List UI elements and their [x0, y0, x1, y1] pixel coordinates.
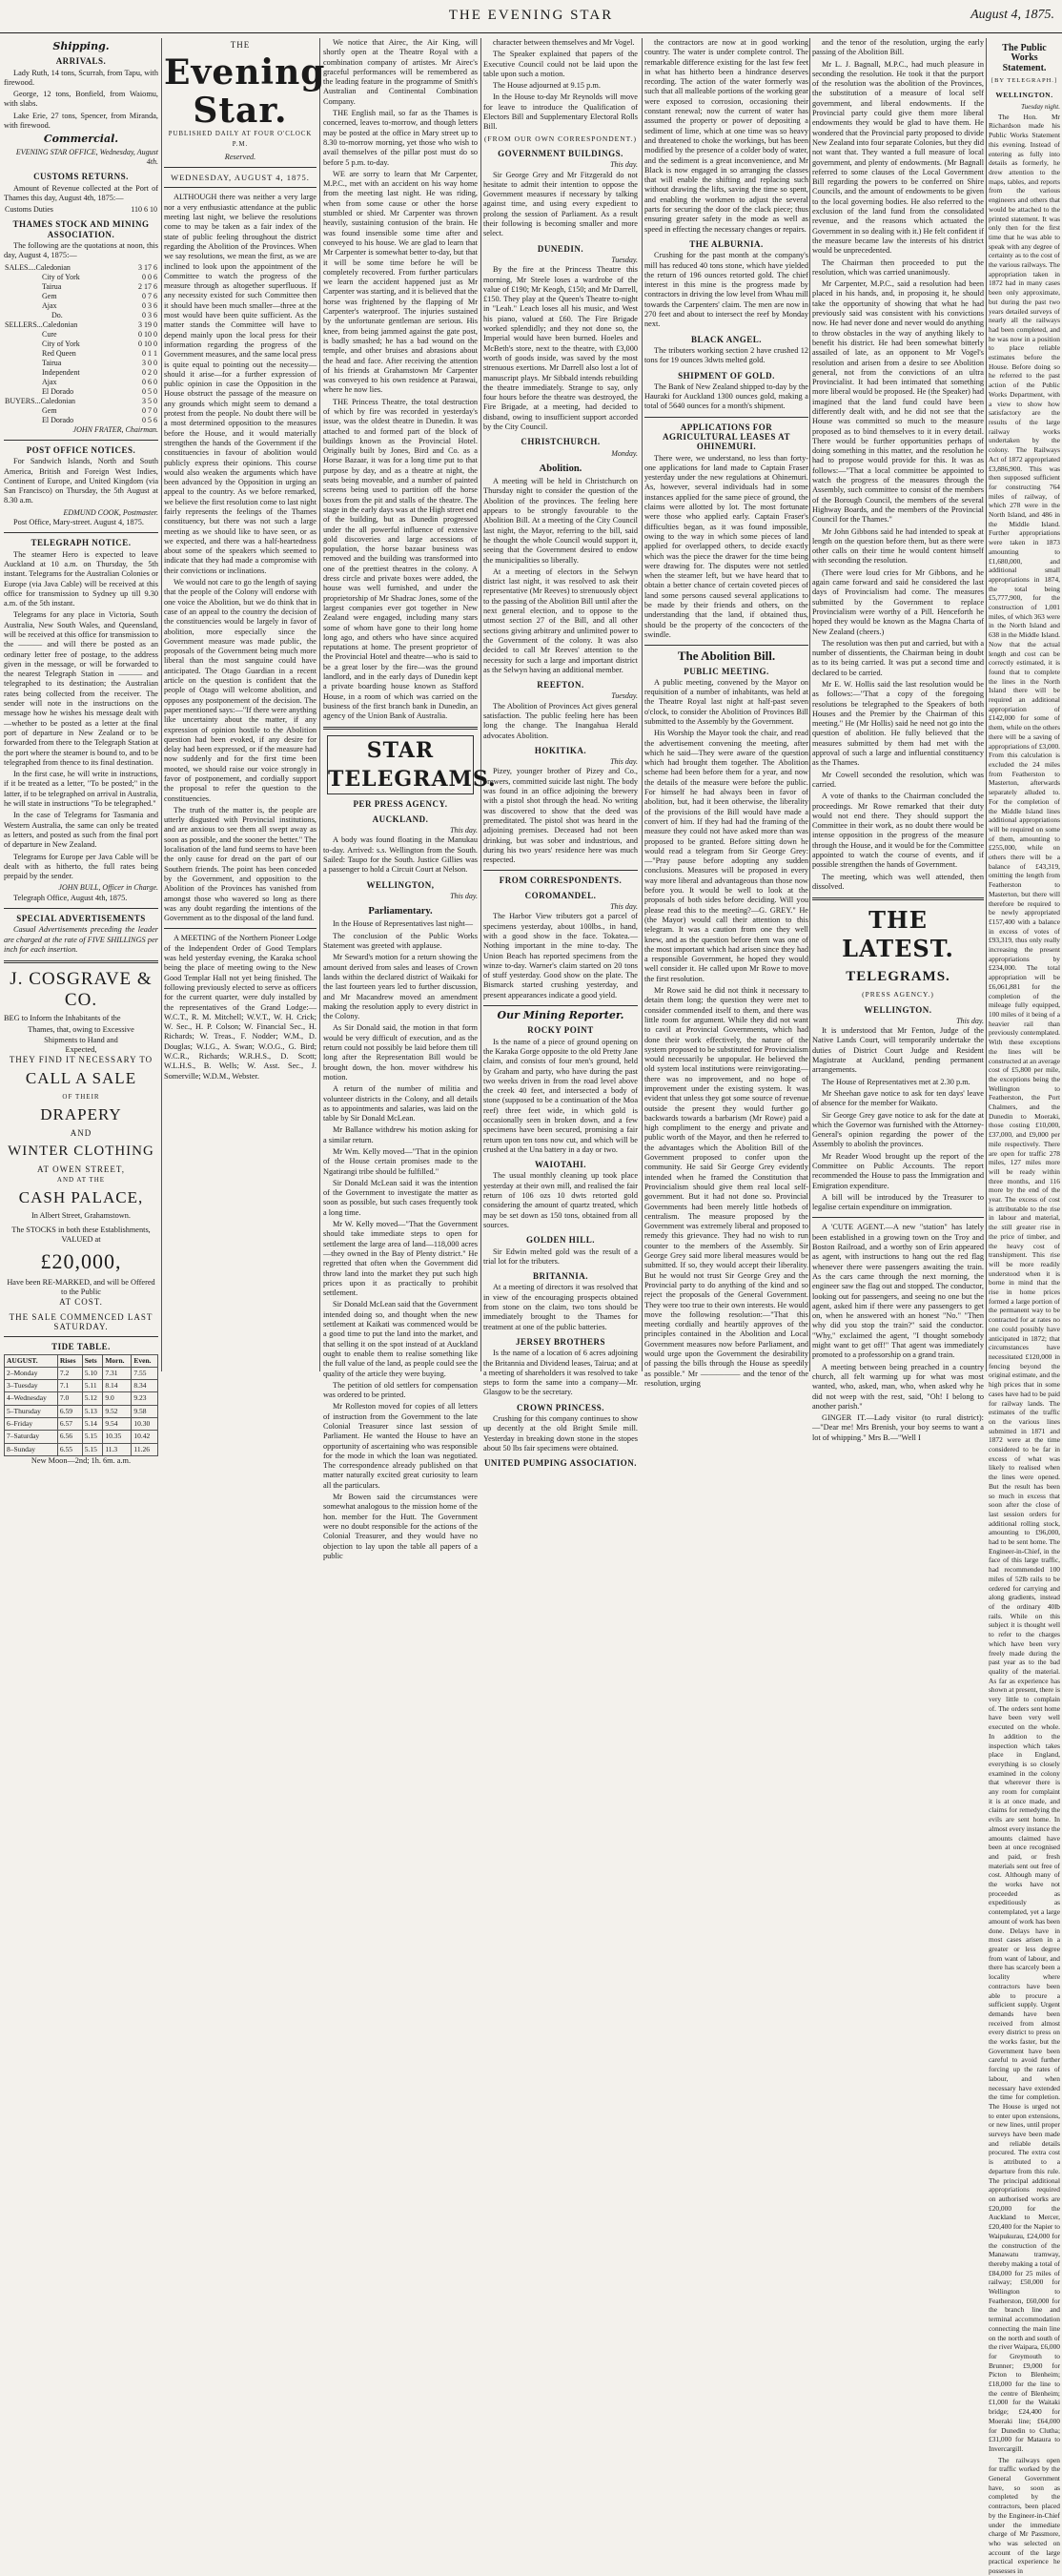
latest-paragraph: Mr Sheehan gave notice to ask for ten days' leave of absence for the member for Waikato.: [812, 1088, 984, 1108]
news-paragraph: A MEETING of the Northern Pioneer Lodge of the Independent Order of Good Templars was held yesterday evening, the Karaka school being the place of meeting owing to the New Good Templar Hall not yet being finished. The following previously elected to serve as officers for the current quarter, were duly installed by the representatives of the Grand Lodge:—W.C.T., R. M. Mitchell; W.V.T., W. H. Crick; W. Sec., H. P. Colson; W. Financial Sec., H. Richards; W. Treas., F. Nodder; W.M., D. Douglas; W.I.G., A. Swan; W.O.G., G. Bird; W.C.R., Richards; W.R.H.S., D. Scott; W.L.H.S., B. Wells; W. Asst. Sec., J. Somerville; W.D.M., Webster.: [164, 934, 317, 1081]
public-meeting-heading: PUBLIC MEETING.: [684, 666, 769, 676]
divider: [4, 908, 158, 909]
news-paragraph: The House adjourned at 9.15 p.m.: [493, 81, 601, 91]
divider: [812, 897, 984, 900]
tide-col-header: Morn.: [103, 1354, 132, 1367]
wellington-date: This day.: [450, 891, 478, 900]
column-rule: [319, 38, 320, 1371]
parl-paragraph: Mr Rolleston moved for copies of all letters of instruction from the Government to the late Colonial Treasurer since last session of Parliament. He wanted the House to have an opportunity of ascertaining who was responsible for the mode in which the loan was negotiated. The correspondence already published on that matter naturally excited great curiosity to learn all the particulars.: [323, 1402, 478, 1490]
parl-paragraph: The petition of old settlers for compensation was ordered to be printed.: [323, 1380, 478, 1400]
publication-note: PUBLISHED DAILY AT FOUR O'CLOCK P.M.: [168, 131, 313, 148]
news-paragraph: THE English mail, so far as the Thames is concerned, leaves to-morrow, and though letters may be posted at the office in Mary street up to 8.30 to-morrow morning, yet those who wish to avail themselves of the pillar post must do so before 5 p.m. to-day.: [323, 109, 478, 167]
telegraph-signature: JOHN BULL, Officer in Charge.: [58, 883, 158, 893]
ad-line: BEG to Inform the Inhabitants of the: [4, 1014, 121, 1023]
arrival-item: Lake Erie, 27 tons, Spencer, from Miranda, with firewood.: [4, 111, 158, 131]
column-rule: [161, 38, 162, 1371]
ad-line: AND AT THE: [56, 1175, 106, 1184]
tide-table: [4, 1354, 158, 1456]
stock-signature: JOHN FRATER, Chairman.: [72, 424, 158, 434]
news-paragraph: character between themselves and Mr Vogel.: [493, 38, 635, 47]
stock-row: El Dorado 0 5 0: [42, 386, 157, 396]
column-rule: [480, 38, 481, 1371]
parliamentary-heading: Parliamentary.: [368, 906, 433, 917]
ad-line: THE SALE COMMENCED LAST SATURDAY.: [9, 1311, 153, 1331]
ad-line: AT COST.: [59, 1297, 103, 1308]
latest-banner: THE LATEST.: [842, 906, 954, 963]
news-paragraph: the contractors are now at in good working country. The water is under complete control. The remarkable difference existing for the last few feet in what has hitherto been a hindrance deserves recording. The action of the water formerly was such that all malleable portions of the working gear were exposed to corrosion, occasioning their constant renewal; now the current of water has assumed the property or power of depositing a sediment of lime, which at one time was so heavy and threatened to choke the workings, but has been modified by the presence of a colder body of water, and the sediment is a great inconvenience, and Mr Black is now engaged in so arranging the classes that will enable the shifting and replacing such without drawing the lifts, saving the time so spent, and enabling the workmen to adjust the several parts for securing the door of the clack piece; thus ensuring greater safety in the mode as well as speed in effecting the necessary changes or repairs.: [644, 38, 808, 234]
ad-line: Shipments to Hand and: [44, 1035, 118, 1044]
ad-line: CASH PALACE,: [18, 1187, 144, 1206]
waiotahi-text: The usual monthly cleaning up took place yesterday at their own mill, and realised the fair return of 106 ozs 10 dwts retorted gold considering the amount of quartz treated, which may be set down as 150 tons, obtained from all sources.: [483, 1171, 638, 1229]
tide-row: 7–Saturday 6.56 5.15 10.35 10.42: [5, 1431, 158, 1443]
divider: [644, 645, 808, 646]
reefton-date: Tuesday.: [611, 691, 638, 701]
wellington-heading: WELLINGTON.: [864, 1004, 932, 1015]
govt-heading: GOVERNMENT BUILDINGS.: [498, 148, 623, 158]
tide-row: 8–Sunday 6.55 5.15 11.3 11.26: [5, 1443, 158, 1455]
stock-row: Red Queen 0 1 1: [42, 348, 157, 358]
alburnia-heading: THE ALBURNIA.: [689, 238, 764, 249]
telegrams-heading: TELEGRAMS.: [846, 969, 950, 985]
abolition-bill-heading: The Abolition Bill.: [677, 649, 776, 664]
paper-name: THE EVENING STAR: [448, 8, 614, 23]
post-text: For Sandwich Islands, North and South America, British and Foreign West Indies, Continent of Europe, and United Kingdom (via San Francisco) on Thursday, the 5th August at 8.30 a.m.: [4, 457, 158, 505]
jersey-heading: JERSEY BROTHERS: [516, 1336, 605, 1347]
dunedin-text: By the fire at the Princess Theatre this morning, Mr Steele loses a wardrobe of the value of £190; Mr Keogh, £150; and Mr Darrell, £150. They play at the Queen's Theatre to-night in "Leah." Leach loses all his music, and West his piano, valued at £60. The Fire Brigade worked splendidly; and they not done so, the Imperial would have been burned. Hoeles and McBeth's store, next to the theatre, with £3,000 worth of goods inside, was saved by the most strenuous exertions. Mr Darrell also lost a lot of manuscript plays. Mr Sibbald intends rebuilding the theatre immediately. Strange to say, only four hours before the theatre was destroyed, the Fire Brigade, at a meeting, had decided to disband, owing to insufficient support accorded by the City Council.: [483, 265, 638, 431]
stock-row: Do. 0 3 6: [51, 310, 157, 319]
parl-paragraph: Sir Donald McLean said it was the intention of the Government to investigate the matter as soon as possible, but such cases frequently took a long time.: [323, 1178, 478, 1217]
parl-paragraph: Mr W. Kelly moved—"That the Government should take immediate steps to open for settlement the large area of land—118,000 acres—they owned in the Bay of Plenty district." He regretted that often when the Government did throw land into the market they put such high prices upon it as practically to prohibit settlement.: [323, 1220, 478, 1298]
press-agency-label: (PRESS AGENCY.): [862, 990, 934, 999]
divider: [164, 928, 317, 929]
divider: [323, 727, 478, 730]
black-angel-text: The tributers working section 2 have crushed 12 tons for 19 ounces 3dwts melted gold.: [644, 345, 808, 365]
telegraph-text: In the case of Telegrams for Tasmania and Western Australia, the same can only be treated as letters, and posted as such from the final port of departure in New Zealand.: [4, 811, 158, 850]
leader-paragraph: The truth of the matter is, the people are utterly disgusted with Provincial institutions, and are anxious to see them all swept away as soon as possible, and the sooner the better." The localisation of the land fund seems to have been the only cause for dread on the part of our Southern friends. The point has been conceded by the Government, and opposition to the Abolition of the Provinces has vanished from amongst those who wavered so long as there was any doubt regarding the intentions of the Government as to the disposal of the land fund.: [164, 805, 317, 923]
parl-paragraph: Sir Donald McLean said that the Government intended doing so, and thought when the new settlement at Kaikati was commenced would be a good time to put the land into the market, and that selling it on the spot instead of at Auckland ought to enable them to realise something like the full value of the land, as people could see the quality of the article they were buying.: [323, 1300, 478, 1378]
news-paragraph: The Speaker explained that papers of the Executive Council could not be laid upon the table upon such a motion.: [483, 50, 638, 78]
reserved-label: Reserved.: [224, 152, 256, 161]
divider: [483, 1005, 638, 1006]
statement-paragraph: The Hon. Mr Richardson made his Public Works Statement this evening. Instead of entering as fully into details as formerly, he drew attention to the maps, tables, and reports from the various engineers and others that would be attached to the printed statement. It was only then for the first time that he was able to speak with any degree of certainty as to the cost of the various railways. The appropriation taken in 1872 had in many cases been only approximate, but during the past two years detailed surveys of nearly all the railways had been completed, and he was now in a position to place reliable estimates before the House. Before doing so he referred to the past action of the Public Works Department, with a view to show how satisfactory are the results of the large railway works undertaken by the colony. The Railways Act of 1872 appropriated £3,886,900. This was then supposed sufficient for constructing 764 miles of railway, of which 278 were in the North Island, and 486 in the Middle Island. Further appropriations were taken in 1873 amounting to £1,680,000, and additional small appropriations in 1874, the total being £5,777,900, for the construction of 1,001 miles, of which 363 were in the North Island and 638 in the Middle Island. Now that the actual length and cost can be correctly estimated, it is found that to complete the lines in the North Island there will be required an additional appropriation of £142,000 for some of them, while on the others there will be a saving of appropriations of £3,000. From this calculation is excluded the 24 miles from Featherston to Masterton, afterwards separately alluded to. For the completion of the Middle Island lines additional appropriations will be required on some of them, amounting to £255,000, while on others there will be a balance of £43,319, omitting the length from Featherston to Masterton, but there will therefore be required to be newly appropriated £157,400 with a balance in excess of votes of £93,319, thus only really increasing the present appropriations by £234,000. The total appropriation will be £6,061,881 for the completion of the mileage fully equipped, 100 miles of it being of a heavier rail than previously contemplated. With these exceptions the lines will be constructed at an average cost of £5,800 per mile, the exceptions being the Wellington to Featherston, the Port Chalmers, and the Dunedin to Moeraki, those costing £10,000, £37,000, and £9,000 per mile respectively. There are open for traffic 278 miles, 127 miles more will be ready within three months, and 116 more by the end of the year. The excess of cost is attributable to the rise in labour and material, the still greater rise in the price of timber, and the heavy cost of transhipment. This rise will be more readily understood when it is borne in mind that the rise in home prices formed a large portion of the permanent way to be contracted for at rates no one could possibly have anticipated in 1872; that circumstances have necessitated £120,000 in fencing beyond the original estimate, and the high prices that in some cases have had to be paid for railway lands. The estimates of the traffic on the various lines submitted in 1871 and 1872 were at the time considered to be far in excess of what was likely to realised when the lines were opened. But the result has been so much in excess that soon after the close of last session orders for additional rolling stock, amounting to £96,000, had to be sent home. The Engineer-in-Chief, in the face of this large traffic, had recommended 100 miles of 52lb rails to be ordered for carrying and along gradients, instead of the ordinary 40lb rails. While on this subject it is thought well to refer to the charges which have been very freely made during the past year as to the bad quality of the material. As far as experience has shown at present, there is very little to complain of. The orders sent home have been very well executed on the whole. In addition to the inspection which takes place in England, everything is so closely examined in the colony that wherever there is any room for complaint it is at once made, and claims for remedying the evils are sent home. In almost every instance the amounts claimed have been at once recognised and paid, or fresh materials sent out free of cost. Although many of the works have not proceeded as expeditiously as contemplated, yet a large amount of work has been done. Delays have in most cases arisen in a greater or less degree from want of labour, and there has scarcely been a locality where contractors have been able to procure a sufficient supply. Urgent demands have been received from almost every district to press on the works faster, but the Government have been careful to avoid further forcing up the rates of labour, and when necessary have extended the time for completion. The House is urged not to enter upon extensions, or new lines, until proper surveys have been made and reliable details procured. The extra cost is attributed to a departure from this rule. The principal additional appropriations required on authorised works are £20,000 for the Auckland to Mercer, £20,400 for the Napier to Waipukurau, £24,000 for the construction of the Manawatu tramway, thereby making a total of £84,000 for 25 miles of railway; £50,000 for Wellington to Featherston, £60,000 for the branch line and terminal accommodation connecting the main line on the north and south of the river Waipara, £6,000 for Greymouth to Brunner; £9,000 for Picton to Blenheim; £18,000 for the line to the centre of Blenheim; £1,000 for the Waitaki bridge; £24,400 for Moeraki line; £64,000 for Dunedin to Clutha; £31,000 for Mataura to Invercargill.: [989, 112, 1060, 2453]
ad-line: THEY FIND IT NECESSARY TO: [9, 1055, 153, 1065]
anecdote-paragraph: GINGER IT.—Lady visitor (to rural district):—"Dear me! Mrs Brenish, your boy seems to want a lot of whipping." Mrs B.—"Well I: [812, 1413, 984, 1442]
news-paragraph: WE are sorry to learn that Mr Carpenter, M.P.C., met with an accident on his way home from the meeting last night. He was riding, when from some cause or other the horse stumbled or shied. Mr Carpenter was thrown heavily, sustaining contusion of the brain. He was found insensible some time after and conveyed to his house. We are glad to learn that Mr Carpenter is somewhat better to-day, but that it will be some time before he will be completely recovered. From further particulars we learn the accident happened just as Mr Carpenter was starting, and it is believed that the horse was frightened by the flapping of Mr Carpenter's waterproof. The injuries sustained by the unfortunate gentleman are serious. His knee, from being jammed against the gate post, is badly smashed; he has a bad wound on the temple, and other bruises and abrasions about the head and face. After receiving the attention of his friends at Grahamstown Mr Carpenter was conveyed to his own residence at Parawai, where he now lies.: [323, 169, 478, 395]
meeting-paragraph: Mr John Gibbons said he had intended to speak at length on the question before them, but as there were other calls on their time he would content himself with seconding the resolution.: [812, 526, 984, 566]
parl-paragraph: Mr Bowen said the circumstances were somewhat analogous to the mission home of the hon. member for the Hutt. The Government were no doubt responsible for the actions of the Colonial Treasurer, and they would have no objection to lay upon the table all papers of a public: [323, 1493, 478, 1560]
news-paragraph: We notice that Airec, the Air King, will shortly open at the Theatre Royal with a combination company of artistes. Mr Airec's graceful performances will be remembered as the leading feature in the programme of Smith's Australian and Continental Combination Company.: [323, 38, 478, 106]
masthead: [0, 0, 1062, 33]
nameplate-the: THE: [230, 40, 251, 50]
tide-row: 4–Wednesday 7.0 5.12 9.0 9.23: [5, 1392, 158, 1405]
advertiser-name: J. COSGRAVE & CO.: [10, 969, 153, 1011]
dunedin-heading: DUNEDIN.: [537, 243, 584, 254]
column-5: [644, 38, 808, 1388]
tide-col-header: AUGUST.: [5, 1354, 58, 1367]
christchurch-heading: CHRISTCHURCH.: [521, 437, 601, 447]
meeting-paragraph: A vote of thanks to the Chairman concluded the proceedings. Mr Rowe remarked that their duty would not end there. They should support the Committee in their work, as no doubt there would be intense opposition in the progress of the measure through the House, and it would be for the Committee appointed to watch the course of events, and if possible strengthen the hands of Government.: [812, 792, 984, 870]
shipping-heading: Shipping.: [52, 40, 110, 52]
commercial-heading: Commercial.: [43, 133, 119, 146]
dunedin-date: Tuesday.: [611, 255, 638, 264]
customs-text: Amount of Revenue collected at the Port of Thames this day, August 4th, 1875:—: [4, 183, 158, 202]
latest-paragraph: The House of Representatives met at 2.30 p.m.: [822, 1077, 970, 1086]
stock-row: Ajax 0 3 6: [42, 300, 157, 310]
mining-reporter-heading: Our Mining Reporter.: [497, 1009, 624, 1022]
parl-paragraph: In the House of Representatives last night—: [333, 919, 474, 929]
abolition-heading: Abolition.: [539, 463, 582, 474]
ad-line: Thames, that, owing to Excessive: [28, 1025, 134, 1035]
telegraph-heading: TELEGRAPH NOTICE.: [31, 538, 132, 548]
column-3: [323, 38, 497, 1560]
news-paragraph: In the House to-day Mr Reynolds will move for leave to introduce the Qualification of Electors Bill and Supplementary Electoral Rolls Bill.: [483, 93, 638, 132]
black-angel-heading: BLACK ANGEL.: [690, 334, 762, 344]
stock-text: The following are the quotations at noon, this day, August 4, 1875:—: [4, 241, 158, 260]
column-4: [483, 38, 638, 1469]
meeting-paragraph: His Worship the Mayor took the chair, and read the advertisement convening the meeting, after which he said—They were aware of the question which had brought them together. The Abolition scheme had been before them for a year, and now the details of the measure were before the public. For himself he had always been in favor of abolition, but, had it been otherwise, the liberality of the provisions of the Bill would have made a convert of him. If they had had the framing of the measure they could not have asked more than was proposed to be granted. Before sitting down he would read a telegram from Sir George Grey:—"Pray pause before adopting any sudden conclusions. Measures will be proposed in every way more liberal and advantageous than those now before you. It would be well to look at the proposals of both sides before deciding. Will you please read this to the meeting?—G. GREY." He (the Mayor) would call their attention to this telegram. It was a caution from one they well knew, and as the question before them was one of the most important which had arisen since they had a responsible Government, he hoped they would well consider it. He called upon Mr Rowe to move the first resolution.: [644, 729, 808, 983]
wellington-heading: WELLINGTON.: [995, 91, 1053, 100]
divider: [4, 1336, 158, 1337]
stock-row: Tairua 3 0 0: [42, 358, 157, 367]
parl-paragraph: Mr Seward's motion for a return showing the amount derived from sales and leases of Crown lands within the declared district of Waikaki for the last fourteen years led to further discussion, and Mr Macandrew moved an amendment making the resolution apply to every district in the Colony.: [323, 953, 478, 1021]
customs-table: [4, 205, 158, 215]
alburnia-text: Crushing for the past month at the company's mill has reduced 40 tons stone, which have yielded the return of 196 ounces retorted gold. The chief interest in this mine is the progress made by contractors in driving the low level from Whau mill towards the Carpenters' claim. The men are now in 270 feet and about to intersect the reef by Monday next.: [644, 251, 808, 329]
crown-text: Crushing for this company continues to show up decently at the old Bright Smile mill. Yesterday in breaking down stone in the stopes about 50 lbs fair specimens were obtained.: [483, 1414, 638, 1453]
stock-row: SELLERS...Caledonian 3 19 0: [5, 319, 157, 329]
divider: [4, 440, 158, 441]
leader-dateline: WEDNESDAY, AUGUST 4, 1875.: [171, 173, 310, 183]
parl-paragraph: A return of the number of militia and volunteer districts in the Colony, and all details as to appointments and salaries, was laid on the table by Sir Donald McLean.: [323, 1084, 478, 1123]
public-works-title: The Public Works Statement.: [1002, 43, 1047, 73]
reefton-text: The Abolition of Provinces Act gives general satisfaction. The public feeling here has been long the change. The Inangahua Herald advocates Abolition.: [483, 701, 638, 740]
divider: [164, 167, 317, 168]
golden-hill-heading: GOLDEN HILL.: [525, 1235, 595, 1246]
news-paragraph: THE Princess Theatre, the total destruction of which by fire was recorded in yesterday's issue, was the oldest theatre in Dunedin. It was attached to and formed part of the block of buildings known as the Provincial Hotel. Originally built by Jones, Bird and Co. as a Horse Bazaar, it was for a long time put to that purpose by day, and as a theatre at night, the seats being moveable, and a number of painted screens being used to partition off the horse boxes from the pit and stalls of the theatre. The stage in the early days was at the High street end of the building, but as Dunedin progressed under the all powerful influence of extensive gold discoveries and large accessions of population, the horse bazaar business was removed and the building was transformed into one of the prettiest theatres in the colony. A dress circle and private boxes were added, the house was well furnished, and under the proprietorship of Mr Shadrac Jones, some of the largest companies ever got together in New Zealand were engaged, including many stars some of whom have gone to their long home long ago, and others who have since acquired reputations at home. The present proprietor of the Provincial Hotel and theatre—who is said to be a great loser by the fire—was the ground landlord, and in the early days of Dunedin kept a private boarding house known as Stafford House, in a room of which was carried on the business of the first branch bank in Dunedin, an agency of the Union Bank of Australia.: [323, 397, 478, 721]
wellington-date: This day.: [956, 1016, 984, 1025]
crown-heading: CROWN PRINCESS.: [516, 1402, 604, 1412]
column-6: [812, 38, 984, 1442]
arrival-item: Lady Ruth, 14 tons, Scurrah, from Tapu, with firewood.: [4, 68, 158, 87]
customs-label: Customs Duties: [5, 205, 53, 215]
ad-line: AND: [70, 1127, 92, 1138]
stock-row: El Dorado 0 5 6: [42, 415, 157, 424]
divider: [483, 870, 638, 871]
wellington-date: Tuesday night.: [1021, 103, 1060, 112]
meeting-paragraph: A public meeting, convened by the Mayor on requisition of a number of inhabitants, was held at the Theatre Royal last night at half-past seven o'clock, to consider the Abolition of Provinces Bill submitted to the Assembly by the Government.: [644, 677, 808, 726]
meeting-paragraph: Mr Rowe said he did not think it necessary to detain them long; the question they were met to consider commended itself to them, and there was little room for argument. While they did not want to cavil at Provincial Governments, which had done their work effectively, the nature of the system proposed to be substituted for Provincialism would necessarily be unpopular. He believed the old system local institutions were reinvigorating—there was no improvement, and no hope of improvement under the existing system. It was evident that unless they got some source of revenue outside the present they would further go backwards towards a barbarism (Mr Rowe) paid a high compliment to the energy and private and public worth of the Mayor, and then he referred to the advantages which the Abolition Bill of the Government proposed to confer upon the community. He said Sir George Grey evidently intended when he framed the Constitution that Provincialism should give them real local self-government. But it had not done so. Provincial Governments had been merely little hotbeds of centralism. The measure proposed by the Government was extremely liberal and proposed to remedy this grievance. They had no wish to run counter to the members of the Assembly. Sir George Grey said more liberal measures would be submitted. If so, they would accept their liberality. But he would not trust Sir George Grey and the Provincial party to do anything of the kind and so reject the proposals of the General Government. They were too true to their own interests. He would move the following resolution:—"That this meeting cordially and heartily approves of the principles contained in the Abolition and Local Government measures now before Parliament, and would urge upon the Government the desirability of passing the bills through the House as speedily as possible." Mr ————— and the tenor of the resolution, urging: [644, 986, 808, 1388]
ad-line: £20,000,: [40, 1248, 122, 1273]
ad-line: OF THEIR: [62, 1092, 100, 1101]
hokitika-date: This day.: [610, 757, 638, 767]
reefton-heading: REEFTON.: [537, 680, 584, 690]
stock-row: Gem 0 7 6: [42, 291, 157, 300]
meeting-paragraph: Mr E. W. Hollis said the last resolution would be as follows:—"That a copy of the foregoing resolutions be telegraphed to the Speakers of both Houses and the Premier by the Chairman of this meeting." He (Mr Hollis) said he need not go into the question of abolition. He fully believed that the measures submitted by them had met with the approval of such a large and influential constituency as the Thames.: [812, 680, 984, 768]
coromandel-date: This day.: [610, 902, 638, 912]
nameplate: Evening Star.: [164, 52, 326, 132]
ad-line: Expected,: [65, 1045, 97, 1055]
united-heading: UNITED PUMPING ASSOCIATION.: [483, 1458, 638, 1469]
divider: [812, 1217, 984, 1218]
stock-row: BUYERS...Caledonian 3 5 0: [5, 396, 157, 405]
meeting-paragraph: (There were loud cries for Mr Gibbons, and he again came forward and said he considered the last days of Provincialism had come. The measures submitted by the Government to replace Provincialism were worthy of a Pill. Henceforth he hoped they would be known as the Magna Charta of New Zealand (cheers.): [812, 567, 984, 636]
applications-text: There were, we understand, no less than forty-one applications for land made to Captain Fraser yesterday under the new regulations at Ohinemuri. As, however, several individuals had in some instances applied for the same piece of ground, the claims were allotted by lot. The most fortunate were those who applied early. Captain Fraser's difficulties began, as it was found impossible, owing to the way in which some pieces of land applied for overlapped others, to decide exactly which was the piece the drawer for the time being were drawing for. The disputes were not settled when the steamer left, but we have heard that to obtain a better chance of certain coveted pieces of land some persons caused several applications to be made by their friends and others, on the understanding that the land, if obtained thus, should be the property of the concocters of the swindle.: [644, 453, 808, 639]
telegraph-place: Telegraph Office, August 4th, 1875.: [13, 893, 128, 902]
ad-line: Have been RE-MARKED, and will be Offered to the Public: [7, 1277, 155, 1297]
telegraph-text: The steamer Hero is expected to leave Auckland at 10 a.m. on Thursday, the 5th instant. Telegrams for the Australian Colonies or Europe (via Java Cable) will be received at this office for transmission to Sydney up till 9.30 a.m. of the 5th instant.: [4, 549, 158, 608]
ad-line: CALL A SALE: [25, 1068, 137, 1087]
auckland-heading: AUCKLAND.: [372, 814, 429, 824]
correspondents-heading: FROM CORRESPONDENTS.: [499, 876, 623, 886]
govt-date: This day.: [610, 160, 638, 170]
britannia-heading: BRITANNIA.: [532, 1271, 589, 1282]
meeting-paragraph: Mr L. J. Bagnall, M.P.C., had much pleasure in seconding the resolution. He took it that the purport of the resolution was the abolition of the Provinces, the substitution of a measure of local self government, and liberal endowments. If the Provincial party could give them more liberal endowments they would be glad to have them. He wondered that the Provincial party proposed to divide New Zealand into four separate Colonies, but they did not want that. They wanted a full measure of local government, and plenty of endowments. (Mr Bagnall referred to some clauses of the Local Government Bill regarding the powers to be conferred on Shire Councils, and the amount of endowments to be given to the local governing bodies. He also referred to the exclusion of the land fund from the consolidated revenue, and the reasons which actuated the Government in so dealing with it.) He felt confident if the measure became law the interests of his district would be unprecedented.: [812, 59, 984, 256]
jersey-text: Is the name of a location of 6 acres adjoining the Britannia and Dividend leases, Tairua; and at a meeting of shareholders it was resolved to take steps to form the same into a company—Mr. Glasgow to be the secretary.: [483, 1349, 638, 1397]
telegraph-text: In the first case, he will write in instructions, if it be treated as a letter, "To be posted;" in the latter, if to be telegraphed on arrival in Australia, he will state in instructions "To be telegraphed.": [4, 770, 158, 809]
own-correspondent: (FROM OUR OWN CORRESPONDENT.): [483, 134, 638, 143]
rocky-point-heading: ROCKY POINT: [527, 1025, 594, 1036]
latest-paragraph: Mr Reader Wood brought up the report of the Committee on Public Accounts. The report recommended the House to pass the Immigration and Emigration expenditure.: [812, 1151, 984, 1190]
parl-paragraph: Mr Ballance withdrew his motion asking for a similar return.: [323, 1125, 478, 1144]
tide-footnote: New Moon—2nd; 1h. 6m. a.m.: [31, 1455, 132, 1465]
special-heading: SPECIAL ADVERTISEMENTS: [16, 914, 146, 923]
britannia-text: At a meeting of directors it was resolved that in view of the encouraging prospects obtained from stone on the claim, two tons should be immediately brought to the Thames for treatment at one of the public batteries.: [483, 1283, 638, 1331]
stock-row: Gem 0 7 0: [42, 405, 157, 415]
press-agency-label: PER PRESS AGENCY.: [353, 799, 448, 810]
latest-paragraph: A bill will be introduced by the Treasurer to legalise certain expenditure on immigration.: [812, 1192, 984, 1212]
abolition-paragraph: At a meeting of electors in the Selwyn district last night, it was resolved to ask their representative (Mr Reeves) to strenuously object to the passing of the Abolition Bill until after the next general election, and to oppose to the utmost section 27 of the Bill, and all other sections giving arbitrary and unlimited power to the Government of the colony. It was also decided to call Mr Reeves' attention to the necessity for such a large and important district as the Selwyn having an additional member.: [483, 567, 638, 674]
latest-paragraph: It is understood that Mr Fenton, Judge of the Native Lands Court, will temporarily undertake the duties of District Court Judge and Resident Magistrate at Auckland, pending permanent arrangements.: [812, 1026, 984, 1075]
meeting-paragraph: Mr Carpenter, M.P.C., said a resolution had been placed in his hands, and, in proposing it, he should take the opportunity of showing that what he had previously said was consistent with his convictions now. He had never done and never would do anything to throw obstacles in the way of anything likely to benefit his district. He had been somewhat bitterly assailed of late, as an opponent to Mr Vogel's resolution and arisen from a desire to see Abolition general, not from the convictions of an ultra Provincialist. It had been intimated that something more liberal would be proposed. He (the Speaker) had imagined that the land fund could have been differently dealt with, and he did not see that the House was committed so much to the measure proposed as to bind themselves to it in every detail. There would be further opportunities perhaps of doing something in this matter, and the resolution he had to propose would provide for this. It was as follows:—"That a local committee be appointed to watch the progress of the measures through the Assembly, such committee to consist of the members of the Borough Council, the members of the several Highway Boards, and the members of the Provincial Council for the Thames.": [812, 279, 984, 525]
anecdote-paragraph: A meeting between being preached in a country church, all felt warming up for what was most wanted, who, asked, man, who, when asked why he did not weep with the rest, said, "Oh! I belong to another parish.": [812, 1362, 984, 1411]
tide-row: 5–Thursday 6.59 5.13 9.52 9.58: [5, 1405, 158, 1417]
column-rule: [986, 38, 987, 1371]
anecdote-paragraph: A 'CUTE AGENT.—A new "station" has lately been established in a growing town on the Troy and Boston Railroad, and a worthy son of Erin appeared as agent, with instructions to hang out the red flag whenever there were passengers awaiting the train. As the cars came through the next morning, the engineer saw the flag out and stopped. The conductor, looking out for passengers, and seeing no one but the agent, asked him if there were any passengers to get on, when he answered with an honest "No." "Then why did you stop the train?" said the conductor. "Why," exclaimed the agent, "I thought somebody might want to get off!" That agent was immediately promoted to a professorship on a grand train.: [812, 1223, 984, 1360]
column-7: [989, 38, 1060, 2576]
tide-col-header: Even.: [132, 1354, 158, 1367]
column-rule: [642, 38, 643, 1371]
commercial-dateline: EVENING STAR OFFICE, Wednesday, August 4th.: [15, 147, 158, 166]
divider: [644, 417, 808, 418]
hokitika-text: Pizey, younger brother of Pizey and Co., brewers, committed suicide last night. The body was found in an office adjoining the brewery with a pistol shot through the head. No writing was discovered to show that the deed was premeditated. The pistol shot was heard in the adjoining premises. Deceased had not been drinking, but was sober and industrious, and during his two years' residence here was much respected.: [483, 767, 638, 865]
meeting-paragraph: The meeting, which was well attended, then dissolved.: [812, 872, 984, 891]
meeting-paragraph: Mr Cowell seconded the resolution, which was carried.: [812, 770, 984, 789]
customs-value: 110 6 10: [131, 205, 157, 215]
post-place: Post Office, Mary-street. August 4, 1875.: [13, 518, 144, 527]
applications-heading: APPLICATIONS FOR AGRICULTURAL LEASES AT OHINEMURI.: [662, 422, 791, 452]
stock-row: SALES....Caledonian 3 17 6: [5, 262, 157, 272]
ad-line: DRAPERY: [40, 1104, 122, 1123]
parl-paragraph: The conclusion of the Public Works Statement was greeted with applause.: [323, 931, 478, 951]
stock-row: Tairua 2 17 6: [42, 281, 157, 291]
post-signature: EDMUND COOK, Postmaster.: [63, 507, 158, 517]
leader-paragraph: ALTHOUGH there was neither a very large nor a very enthusiastic attendance at the public meeting last night, we believe the resolutions come to may be taken as a fair index of the state of public feeling throughout the district regarding the Abolition of the Provinces. When we say resolutions, we mean the first, as we are inclined to look upon the appointment of the Committee to watch the progress of the measure through as altogether superfluous. If any necessity existed for such Committee then it should have been much smaller—three at the most would have been quite sufficient. As the matter stands the Committee will have to depend mainly upon the local press for their information regarding the progress of the Government measures, and the same local press is quite equal to pointing out the necessity—should it arise—for a further expression of public opinion in case the Opposition in the House obstruct the passage of the measure on any grounds which might seem to demand a protest from the people. No doubt there will be a most determined opposition to the measures before the House, and it would materially strengthen the hands of the Government if the constituencies in favour of abolition would publicly express their opinions. This course would also weaken the arguments which have been advanced by the Opposition in urging an appeal to the country. As we before remarked, we believe the first resolution come to last night fairly represents the feelings of the Thames constituency, but there was not such a large meeting as we should like to have seen, or as we expected, and there was a half-heartedness about some of the speakers which seemed to indicate that they had made a compromise with their convictions or inclinations.: [164, 193, 317, 575]
stock-row: City of York 0 10 0: [42, 339, 157, 348]
tide-row: 2–Monday 7.2 5.10 7.31 7.55: [5, 1367, 158, 1379]
arrivals-heading: ARRIVALS.: [55, 56, 107, 67]
tide-col-header: Sets: [82, 1354, 103, 1367]
star-telegrams-banner: STAR TELEGRAMS.: [327, 735, 474, 794]
christchurch-date: Monday.: [611, 448, 638, 458]
coromandel-heading: COROMANDEL.: [524, 890, 597, 900]
tide-row: 3–Tuesday 7.1 5.11 8.14 8.34: [5, 1380, 158, 1392]
auckland-text: A body was found floating in the Manukau to-day. Arrived: s.s. Wellington from the South. Sailed: Taupo for the South. Justice Gillies was a passenger to hold a Circuit Court at Nelson.: [323, 835, 478, 875]
tide-row: 6–Friday 6.57 5.14 9.54 10.30: [5, 1418, 158, 1431]
ad-line: WINTER CLOTHING: [8, 1144, 154, 1160]
arrival-item: George, 12 tons, Bonfield, from Waiomu, with slabs.: [4, 90, 158, 109]
coromandel-text: The Harbor View tributers got a parcel of specimens yesterday, about 100lbs., in hand, with a good show in the face. Tokatea.—Nothing important in the mine to-day. The Union Beach has reported specimens from the winze to-day. Warner's claim started on 20 tons of stuff yesterday. Good show on the plate. The Bismarck started crushing yesterday, and present appearances indicate a good yield.: [483, 912, 638, 999]
post-heading: POST OFFICE NOTICES.: [26, 444, 136, 455]
leader-paragraph: We would not care to go the length of saying that the people of the Colony will endorse with one voice the Abolition, but we do think that in case of an appeal to the country the decision of the constituencies would be largely in favor of abolition, more especially since the Government measure was made public, the proposals of the Government being much more liberal than the most sanguine could have anticipated. The Otago Guardian in a recent article on the question is confident that the people of Otago will welcome abolition, and opposes any postponement of the decision. The paper mentioned says:—"If there were anything like uncertainty about the matter, if any expression of opinion hostile to the Abolition question had been evoked, if any desire for delay had been expressed, or if the measure had now suddenly and for the first time been mooted, we should raise our voice strongly in favor of postponement, and cordially support the proposal to refer the question to the constituencies.: [164, 578, 317, 803]
wellington-heading: WELLINGTON,: [366, 879, 435, 890]
telegraph-text: Telegrams for Europe per Java Cable will be dealt with as hitherto, the full rates being prepaid by the sender.: [4, 852, 158, 881]
meeting-paragraph: and the tenor of the resolution, urging the early passing of the Abolition Bill.: [812, 38, 984, 57]
parl-paragraph: As Sir Donald said, the motion in that form would be very difficult of execution, and as the return could not possibly be laid before them till long after the Representation Bill would be brought down, the hon. mover withdrew his motion.: [323, 1023, 478, 1082]
ad-line: The STOCKS in both these Establishments, VALUED at: [11, 1226, 151, 1245]
gold-shipment-text: The Bank of New Zealand shipped to-day by the Hauraki for Auckland 1300 ounces gold, making a total of 5640 ounces for a month's shipment.: [644, 381, 808, 411]
stock-row: Ajax 0 6 0: [42, 377, 157, 386]
auckland-date: This day.: [450, 826, 478, 835]
hokitika-heading: HOKITIKA.: [534, 745, 587, 755]
special-note: Casual Advertisements preceding the leader are charged at the rate of FIVE SHILLINGS per inch for each insertion.: [4, 925, 158, 954]
stock-heading: THAMES STOCK AND MINING ASSOCIATION.: [12, 219, 150, 239]
tide-col-header: Rises: [57, 1354, 82, 1367]
parl-paragraph: Mr Wm. Kelly moved—"That in the opinion of the House certain promises made to the Ngatirangi tribe should be fulfilled.": [323, 1146, 478, 1176]
rocky-point-text: Is the name of a piece of ground opening on the Karaka Gorge opposite to the old Pretty Jane claim, and consists of four men's ground, held by Graham and party, who have during the past two weeks driven in from the road level above the creek 40 feet, and intersected a body of stone (supposed to be a continuation of the Moa reef) three feet wide, in which gold is occasionally seen in broken down, and a few specimens have been secured, promising a fair return upon ten tons now cut, and which will be crushed at the Una battery in a day or two.: [483, 1037, 638, 1154]
tide-heading: TIDE TABLE.: [51, 1342, 111, 1352]
ad-line: AT OWEN STREET,: [37, 1164, 125, 1175]
column-rule: [809, 38, 810, 1371]
gold-shipment-heading: SHIPMENT OF GOLD.: [678, 370, 775, 381]
golden-hill-text: Sir Edwin melted gold was the result of a trial lot for the tributers.: [483, 1247, 638, 1266]
govt-text: Sir George Grey and Mr Fitzgerald do not hesitate to admit their intention to oppose the Government measures if necessary by talking against time, and using every expedient to prolong the session of Parliament. As a result their following is becoming smaller and more select.: [483, 170, 638, 238]
abolition-paragraph: A meeting will be held in Christchurch on Thursday night to consider the question of the Abolition of the provinces. The feeling here appears to be strongly favourable to the Abolition Bill. At a meeting of the City Council last night, the Mayor, referring to the bill, said he thought the whole Council would support it, seeing that the Government desired to endow the municipalities so liberally.: [483, 477, 638, 565]
divider: [4, 532, 158, 533]
stock-table: [4, 263, 158, 425]
latest-paragraph: Sir George Grey gave notice to ask for the date at which the Governor was furnished with the Attorney-General's opinion regarding the power of the Assembly to abolish the provinces.: [812, 1110, 984, 1149]
stock-row: Cure 0 10 0: [42, 329, 157, 339]
divider: [164, 187, 317, 188]
telegraph-text: Telegrams for any place in Victoria, South Australia, New South Wales, and Queensland, will be received at this office for transmission to the ——— and will there be posted as an ordinary letter free of postage, to the address given in the message, or will be forwarded to the nearest Telegraph Station in ——— and telegraphed to its destination; the Australian rates being collected from the receiver. The sender will note in the instructions on the message how he wishes his message dealt with—whether to be posted as a letter at the final port of departure in New Zealand or to be forwarded from there to the Telegraph Station at the port where the steamer is bound to, and to be telegraphed from thence to its final destination.: [4, 610, 158, 767]
customs-heading: CUSTOMS RETURNS.: [33, 172, 129, 182]
stock-row: City of York 0 0 6: [42, 272, 157, 281]
statement-paragraph: The railways open for traffic worked by the General Government have, so soon as completed by the contractors, been placed by the Engineer-in-Chief under the immediate charge of Mr Passmore, who was selected on account of the large practical experience he possesses in: [989, 2455, 1060, 2576]
waiotahi-heading: WAIOTAHI.: [534, 1160, 587, 1170]
meeting-paragraph: The Chairman then proceeded to put the resolution, which was carried unanimously.: [812, 258, 984, 277]
divider: [4, 960, 158, 963]
ad-line: In Albert Street, Grahamstown.: [31, 1210, 131, 1220]
stock-row: Independent 0 2 0: [42, 367, 157, 377]
column-2: [164, 38, 326, 1371]
column-1: [4, 38, 158, 1465]
issue-date: August 4, 1875.: [970, 8, 1054, 22]
meeting-paragraph: The resolution was then put and carried, but with a number of dissentients, the Chairman being in doubt as to its being carried. It was put a second time and declared to be carried.: [812, 638, 984, 677]
by-telegraph: [BY TELEGRAPH.]: [991, 76, 1058, 84]
